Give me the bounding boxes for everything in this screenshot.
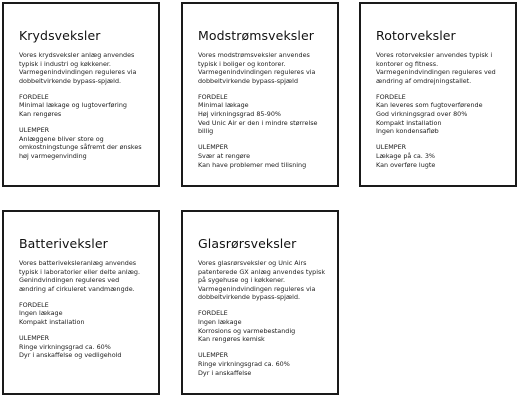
pros-item: Ingen lækage: [198, 318, 242, 327]
card-glasrorsveksler: [181, 210, 339, 395]
card-description: Vores batteriveksleranlæg anvendes typisk i laboratorier eller delte anlæg. Genindvindingen reguleres ved ændring af cirkuleret vandmængde.: [19, 259, 141, 293]
pros-item: Kan rengøres kemisk: [198, 335, 265, 344]
cons-item: Ringe virkningsgrad ca. 60%: [19, 342, 111, 351]
card-title: Krydsveksler: [19, 28, 101, 43]
card-modstromsveksler: [181, 2, 339, 187]
cons-section: [19, 334, 148, 360]
cons-section: [198, 143, 327, 169]
card-batteriveksler: [2, 210, 160, 395]
cons-header: ULEMPER: [19, 334, 50, 343]
cons-item: Kan overføre lugte: [376, 160, 436, 169]
cons-item: Dyr i anskaffelse: [198, 368, 252, 377]
cons-item: Ringe virkningsgrad ca. 60%: [198, 359, 290, 368]
pros-item: Minimal lækage: [198, 101, 249, 110]
pros-section: [376, 93, 505, 136]
cons-item: Anlæggene bliver store og omkostningstunge såfremt der ønskes høj varmegenvinding: [19, 134, 142, 160]
cons-item: Dyr i anskaffelse og vedligehold: [19, 351, 122, 360]
pros-section: [198, 93, 327, 136]
cons-section: [198, 351, 327, 377]
cons-header: ULEMPER: [376, 143, 407, 152]
pros-section: [19, 301, 148, 327]
pros-header: FORDELE: [19, 300, 49, 309]
card-title: Rotorveksler: [376, 28, 456, 43]
card-krydsveksler: [2, 2, 160, 187]
pros-item: Kompakt installation: [376, 118, 442, 127]
pros-header: FORDELE: [19, 92, 49, 101]
pros-item: Ingen kondensafløb: [376, 127, 439, 136]
pros-header: FORDELE: [198, 92, 228, 101]
pros-item: Kan leveres som fugtoverførende: [376, 101, 483, 110]
pros-item: Kompakt installation: [19, 318, 85, 327]
pros-item: Minimal lækage og lugtoverføring: [19, 101, 127, 110]
pros-header: FORDELE: [198, 309, 228, 318]
pros-item: Kan rengøres: [19, 110, 62, 119]
card-rotorveksler: [359, 2, 517, 187]
cons-item: Svær at rengøre: [198, 151, 251, 160]
cons-header: ULEMPER: [198, 143, 229, 152]
cons-item: Kan have problemer med tilisning: [198, 160, 307, 169]
cons-section: [19, 126, 148, 160]
card-description: Vores modstrømsveksler anvendes typisk i boliger og kontorer. Varmegenindvindingen reguleres via dobbeltvirkende bypass-spjæld: [198, 51, 316, 85]
card-title: Batteriveksler: [19, 236, 108, 251]
pros-section: [19, 93, 148, 119]
cons-section: [376, 143, 505, 169]
card-title: Modstrømsveksler: [198, 28, 314, 43]
pros-header: FORDELE: [376, 92, 406, 101]
card-description: Vores krydsveksler anlæg anvendes typisk i industri og køkkener. Varmegenindvindingen reguleres via dobbeltvirkende bypass-spjæld.: [19, 51, 137, 85]
pros-section: [198, 309, 327, 343]
card-description: Vores rotorveksler anvendes typisk i kontorer og fitness. Varmegenindvindingen reguleres ved ændring af omdrejningstallet.: [376, 51, 496, 85]
pros-item: Ved Unic Air er den i mindre størrelse billig: [198, 118, 318, 136]
pros-item: Korrosions og varmebestandig: [198, 326, 296, 335]
cons-header: ULEMPER: [19, 126, 50, 135]
pros-item: Ingen lækage: [19, 309, 63, 318]
pros-item: Høj virkningsgrad 85-90%: [198, 110, 282, 119]
pros-item: God virkningsgrad over 80%: [376, 110, 468, 119]
cons-header: ULEMPER: [198, 351, 229, 360]
cons-item: Lækage på ca. 3%: [376, 151, 435, 160]
card-title: Glasrørsveksler: [198, 236, 297, 251]
card-description: Vores glasrørsveksler og Unic Airs patenterede GX anlæg anvendes typisk på sygehuse og i køkkener. Varmegenindvindingen reguleres via dobbeltvirkende bypass-spjæld.: [198, 259, 326, 302]
